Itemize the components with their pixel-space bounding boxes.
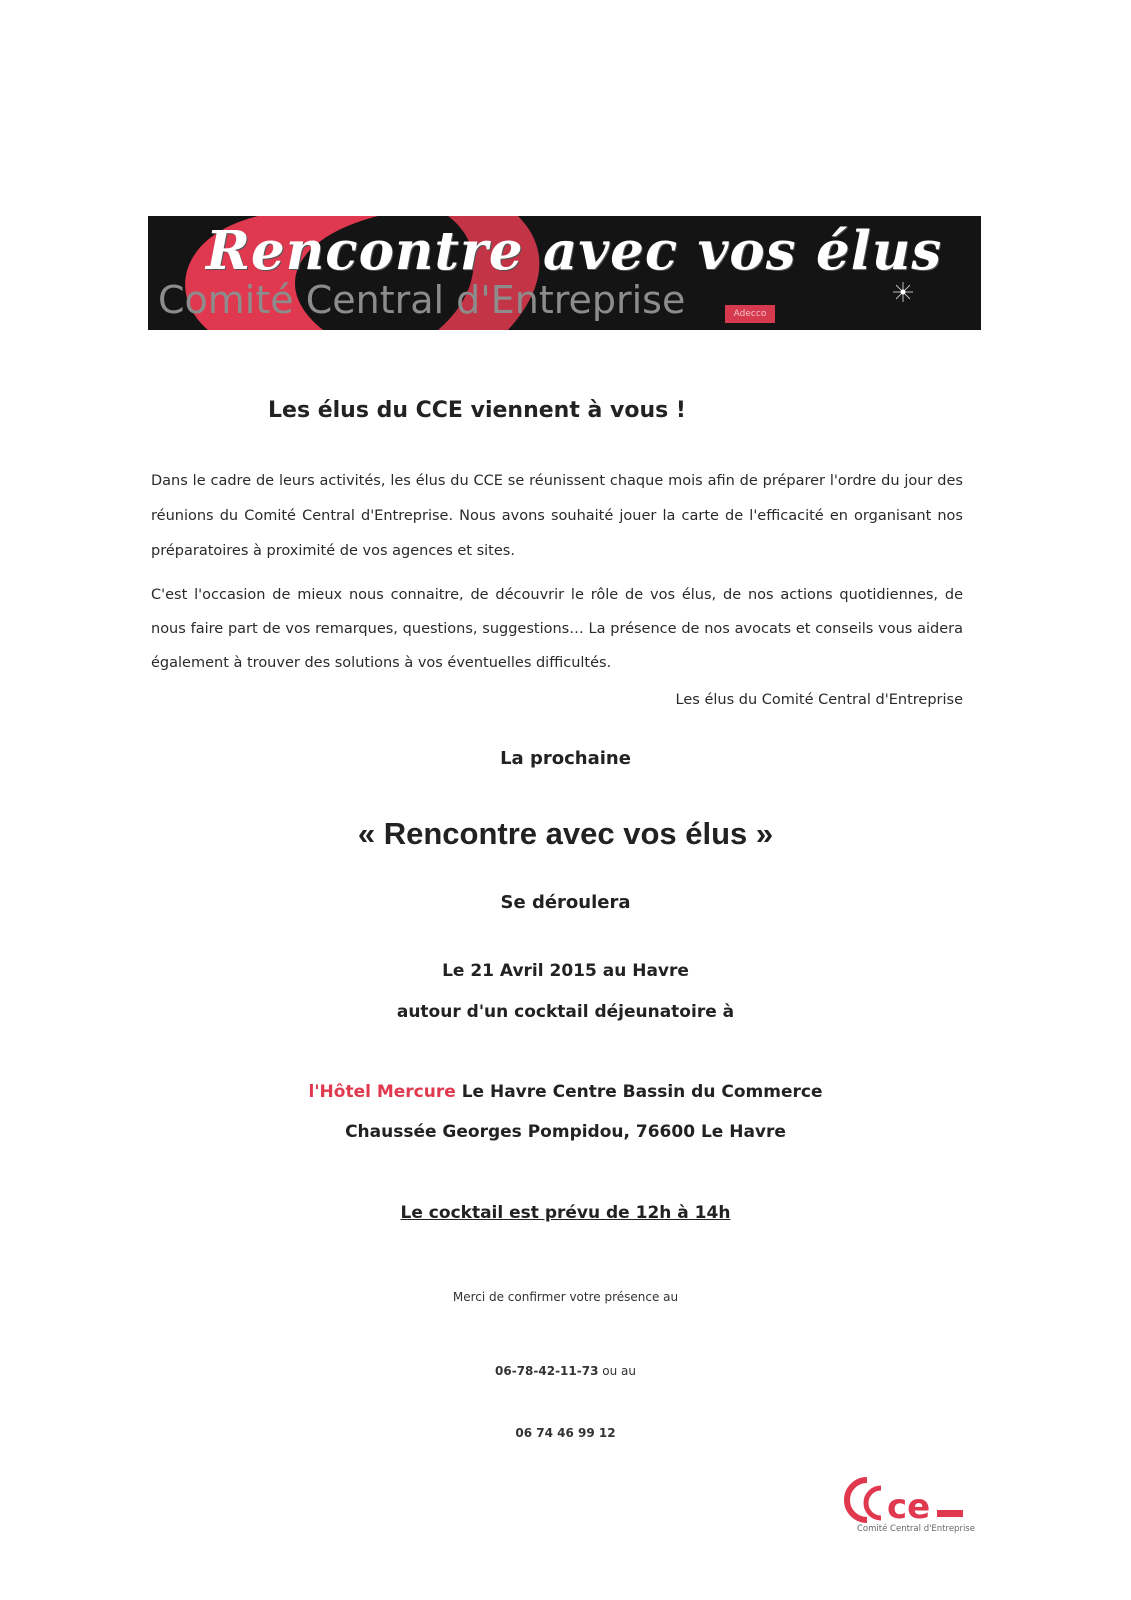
adecco-badge: Adecco [725,305,775,323]
event-verb: Se déroulera [500,892,631,913]
logo-mark: ce [887,1487,931,1527]
event-intro: La prochaine [500,748,631,769]
event-name: « Rencontre avec vos élus » [357,816,774,851]
intro-paragraph: Dans le cadre de leurs activités, les élus du CCE se réunissent chaque mois afin de préparer l'ordre du jour des réunions du Comité Central d'Entreprise. Nous avons souhaité jouer la carte de l'efficacité en organisant nos préparatoires à proximité de vos agences et sites. [151,473,963,559]
phone-number-1: 06-78-42-11-73 [495,1364,599,1378]
event-time: Le cocktail est prévu de 12h à 14h [400,1203,731,1223]
banner-subtitle: Comité Central d'Entreprise [158,278,686,322]
phone-number-2: 06 74 46 99 12 [515,1426,616,1440]
event-format: autour d'un cocktail déjeunatoire à [396,1002,735,1022]
banner-title: Rencontre avec vos élus [206,220,943,282]
event-address: Chaussée Georges Pompidou, 76600 Le Havre [345,1122,786,1142]
logo-caption: Comité Central d'Entreprise [857,1524,975,1534]
phone-line-1 [0,1364,1131,1378]
header-banner [148,216,981,330]
details-paragraph: C'est l'occasion de mieux nous connaitre, de découvrir le rôle de vos élus, de nos actions quotidiennes, de nous faire part de vos remarques, questions, suggestions… La présence de nos avocats et conseils vous aidera également à trouver des solutions à vos éventuelles difficultés. [151,587,963,671]
page-heading: Les élus du CCE viennent à vous ! [268,398,686,423]
event-date: Le 21 Avril 2015 au Havre [442,961,689,981]
hotel-name: l'Hôtel Mercure [308,1082,456,1102]
event-venue [0,1082,1131,1102]
phone-or-text: ou au [598,1364,636,1378]
signature: Les élus du Comité Central d'Entreprise [675,692,963,708]
hotel-location: Le Havre Centre Bassin du Commerce [455,1082,823,1102]
confirm-text: Merci de confirmer votre présence au [452,1290,679,1304]
